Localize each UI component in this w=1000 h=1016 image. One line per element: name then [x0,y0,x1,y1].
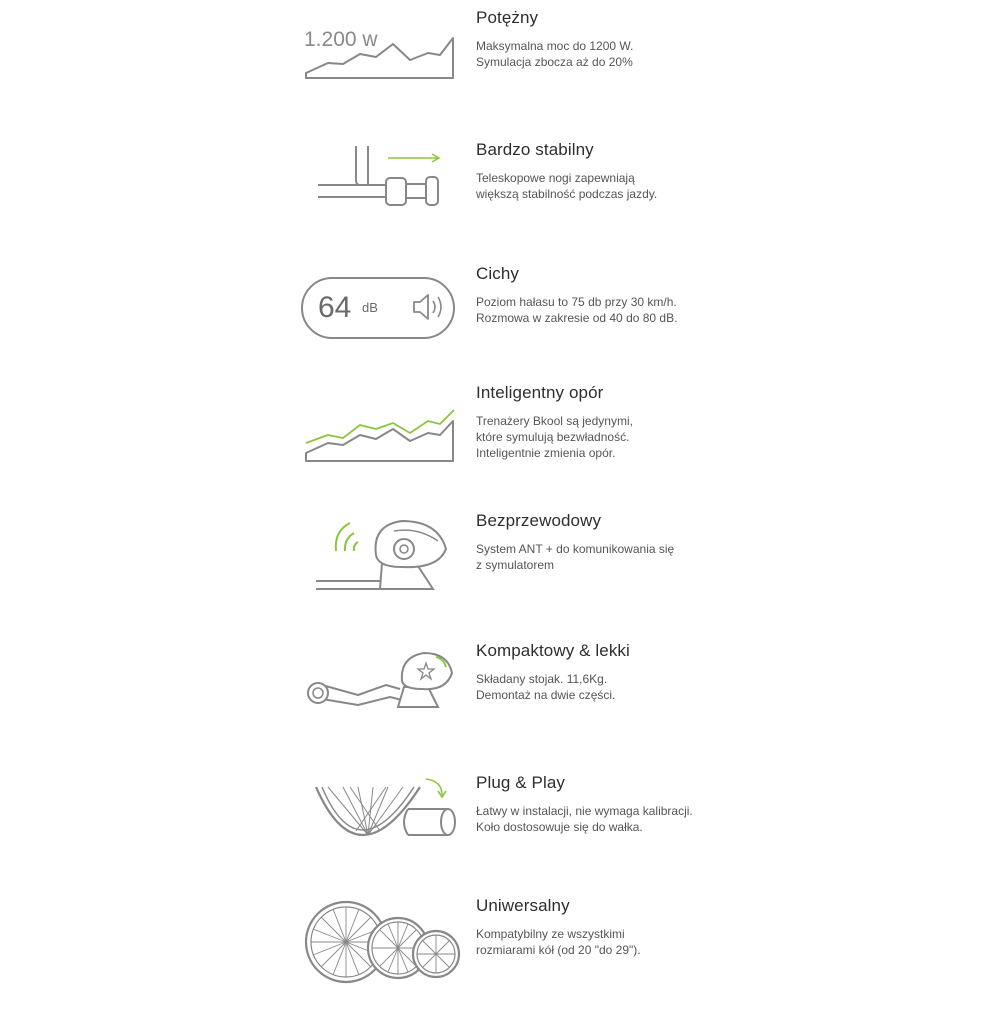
feature-text [476,511,976,573]
feature-smart-resistance [0,383,1000,503]
feature-text [476,896,976,958]
feature-title: Kompaktowy & lekki [476,641,630,660]
three-wheels-icon [298,896,463,1016]
feature-text [476,383,976,461]
feature-wireless [0,511,1000,631]
feature-description: Teleskopowe nogi zapewniają większą stabilność podczas jazdy. [476,171,658,201]
feature-description: Poziom hałasu to 75 db przy 30 km/h. Rozmowa w zakresie od 40 do 80 dB. [476,295,678,325]
decibel-unit: dB [362,300,378,315]
compact-trainer-icon [298,641,463,761]
feature-plug-and-play [0,773,1000,893]
feature-description: Łatwy w instalacji, nie wymaga kalibracji. Koło dostosowuje się do wałka. [476,804,693,834]
feature-title: Uniwersalny [476,896,570,915]
feature-title: Bardzo stabilny [476,140,594,159]
power-value-label: 1.200 w [304,28,378,51]
feature-title: Potężny [476,8,539,27]
feature-universal [0,896,1000,1016]
feature-quiet [0,264,1000,384]
feature-title: Plug & Play [476,773,565,792]
feature-title: Bezprzewodowy [476,511,602,530]
feature-description: Trenażery Bkool są jedynymi, które symulują bezwładność. Inteligentnie zmienia opór. [476,414,633,460]
feature-powerful [0,8,1000,128]
feature-text [476,641,976,703]
wheel-roller-icon [298,773,463,893]
feature-title: Inteligentny opór [476,383,604,402]
feature-title: Cichy [476,264,520,283]
decibel-meter-icon [298,264,463,384]
feature-text [476,8,976,70]
feature-description: Kompatybilny ze wszystkimi rozmiarami kół (od 20 "do 29"). [476,927,641,957]
decibel-value: 64 [318,291,352,324]
feature-text [476,264,976,326]
feature-description: Maksymalna moc do 1200 W. Symulacja zbocza aż do 20% [476,39,634,69]
wireless-trainer-icon [298,511,463,631]
feature-stable [0,140,1000,260]
telescopic-leg-icon [298,140,463,260]
resistance-graph-icon [298,383,463,503]
feature-description: Składany stojak. 11,6Kg. Demontaż na dwie części. [476,672,616,702]
feature-compact [0,641,1000,761]
feature-text [476,773,976,835]
feature-text [476,140,976,202]
feature-description: System ANT + do komunikowania się z symulatorem [476,542,675,572]
power-graph-icon [298,8,463,128]
